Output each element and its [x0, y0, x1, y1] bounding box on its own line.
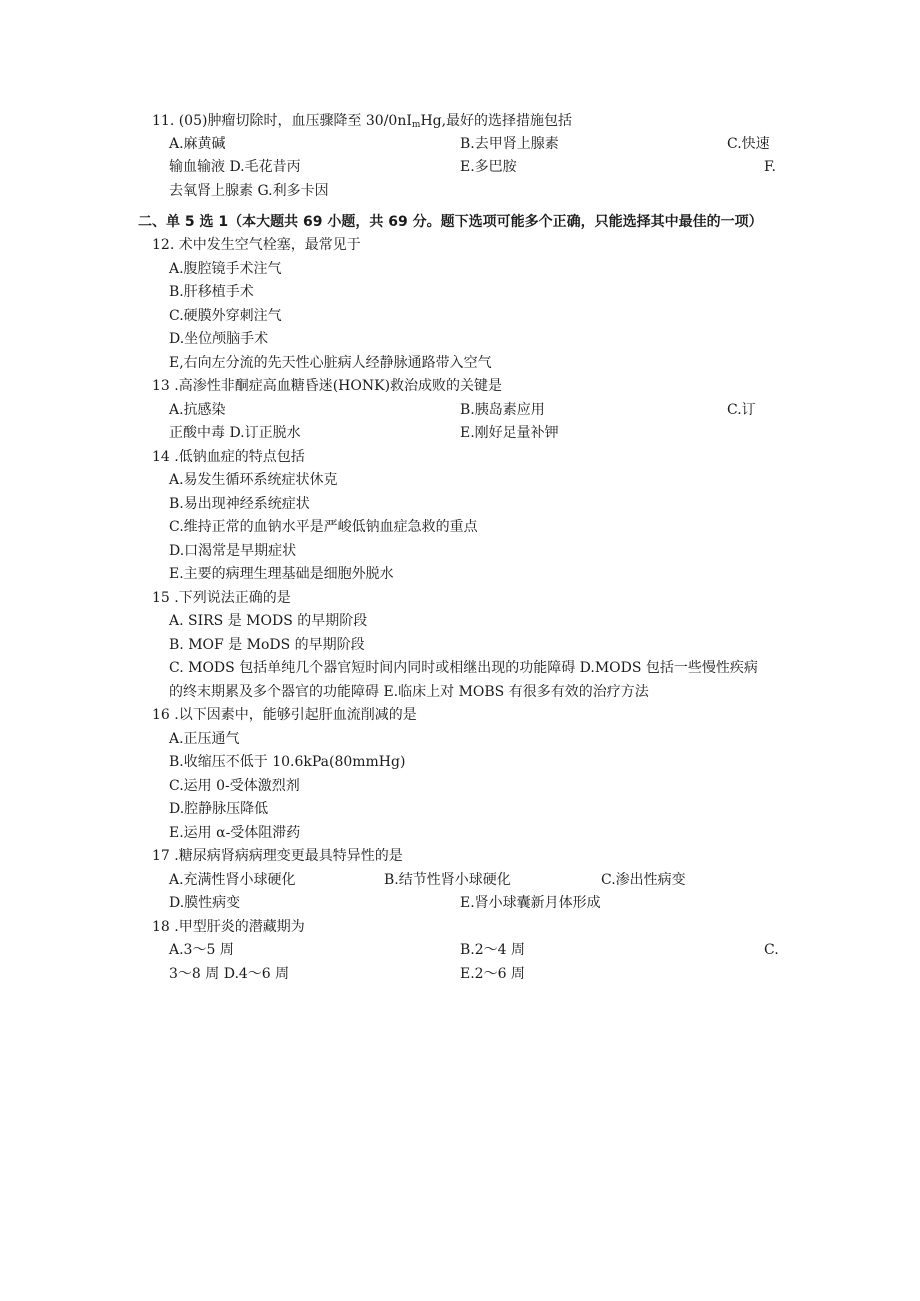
q11-option-a: A.麻黄碱	[169, 136, 226, 152]
q15-option-c: C. MODS 包括单纯几个器官短时间内同时或相继出现的功能障碍 D.MODS 包括一些慢性疾病	[169, 660, 758, 676]
q18-line2: 3～8 周 D.4～6 周	[169, 966, 290, 982]
q18-option-e: E.2～6 周	[460, 966, 525, 982]
q11-option-f: F.	[764, 159, 776, 175]
q13-option-b: B.胰岛素应用	[460, 402, 545, 418]
q18-option-a: A.3～5 周	[169, 942, 234, 958]
q17-option-d: D.膜性病变	[169, 895, 241, 911]
q13-stem: 13 .高渗性非酮症高血糖昏迷(HONK)救治成败的关键是	[152, 378, 503, 394]
q16-option-e: E.运用 α-受体阻滞药	[169, 825, 301, 841]
q18-option-b: B.2～4 周	[460, 942, 526, 958]
q12-option-d: D.坐位颅脑手术	[169, 331, 269, 347]
q12-option-e: E,右向左分流的先天性心脏病人经静脉通路带入空气	[169, 355, 492, 371]
q13-option-e: E.刚好足量补钾	[460, 425, 559, 441]
q15-option-a: A. SIRS 是 MODS 的早期阶段	[169, 613, 368, 629]
q14-option-e: E.主要的病理生理基础是细胞外脱水	[169, 566, 394, 582]
q17-option-b: B.结节性肾小球硬化	[384, 872, 511, 888]
q12-option-b: B.肝移植手术	[169, 284, 254, 300]
q11-stem	[152, 111, 572, 131]
q11-stem-text-end: Hg,最好的选择措施包括	[420, 113, 573, 129]
q14-option-a: A.易发生循环系统症状休克	[169, 472, 338, 488]
q17-option-c: C.渗出性病变	[601, 872, 686, 888]
q17-stem: 17 .糖尿病肾病病理变更最具特异性的是	[152, 848, 403, 864]
q12-stem: 12. 术中发生空气栓塞，最常见于	[152, 237, 361, 253]
q12-option-c: C.硬膜外穿刺注气	[169, 308, 282, 324]
q13-option-a: A.抗感染	[169, 402, 226, 418]
q13-line2: 正酸中毒 D.订正脱水	[169, 425, 301, 441]
q16-option-a: A.正压通气	[169, 731, 240, 747]
q15-line4: 的终末期累及多个器官的功能障碍 E.临床上对 MOBS 有很多有效的治疗方法	[169, 684, 649, 700]
q16-option-b: B.收缩压不低于 10.6kPa(80mmHg)	[169, 754, 406, 770]
q18-stem: 18 .甲型肝炎的潜藏期为	[152, 919, 305, 935]
q18-option-c: C.	[764, 942, 779, 958]
q15-stem: 15 .下列说法正确的是	[152, 590, 291, 606]
q11-option-c: C.快速	[727, 136, 770, 152]
q15-option-b: B. MOF 是 MoDS 的早期阶段	[169, 637, 365, 653]
q14-option-b: B.易出现神经系统症状	[169, 496, 310, 512]
q16-option-c: C.运用 0-受体激烈剂	[169, 778, 300, 794]
q11-line3: 去氧肾上腺素 G.利多卡因	[169, 183, 329, 199]
q14-option-c: C.维持正常的血钠水平是严峻低钠血症急救的重点	[169, 519, 478, 535]
q11-stem-subscript: m	[411, 120, 421, 130]
q11-option-e: E.多巴胺	[460, 159, 517, 175]
q17-option-e: E.肾小球囊新月体形成	[460, 895, 601, 911]
q11-line2: 输血输液 D.毛花昔丙	[169, 159, 301, 175]
section-heading: 二、单 5 选 1（本大题共 69 小题，共 69 分。题下选项可能多个正确，只能选择其中最佳的一项）	[138, 214, 763, 230]
q13-option-c: C.订	[727, 402, 756, 418]
q16-stem: 16 .以下因素中，能够引起肝血流削减的是	[152, 707, 417, 723]
q16-option-d: D.腔静脉压降低	[169, 801, 269, 817]
q14-option-d: D.口渴常是早期症状	[169, 543, 297, 559]
q17-option-a: A.充满性肾小球硬化	[169, 872, 296, 888]
q11-option-b: B.去甲肾上腺素	[460, 136, 559, 152]
q14-stem: 14 .低钠血症的特点包括	[152, 449, 305, 465]
q12-option-a: A.腹腔镜手术注气	[169, 261, 282, 277]
q11-stem-text: 11. (05)肿瘤切除时，血压骤降至 30/0nI	[152, 113, 412, 129]
